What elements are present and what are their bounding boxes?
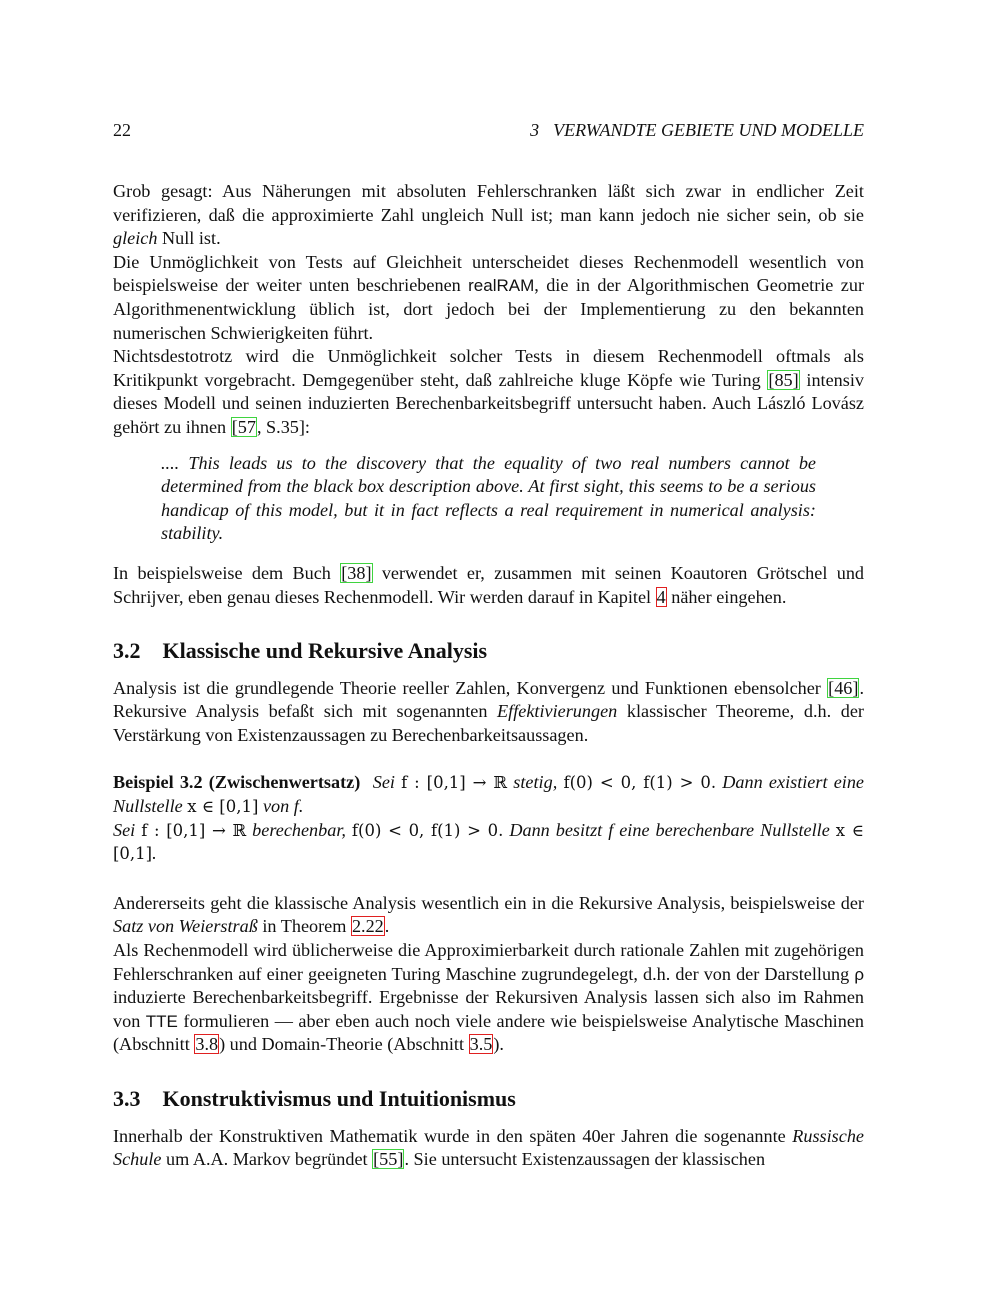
text: . Sie untersucht Existenzaussagen der klassischen	[404, 1149, 766, 1170]
math: f(0) < 0, f(1) > 0.	[351, 820, 504, 840]
chapter-number: 3	[530, 120, 540, 140]
text: Null ist.	[157, 228, 221, 249]
citation-link[interactable]: [38]	[341, 562, 372, 583]
page-body	[113, 180, 864, 1172]
block-quote: .... This leads us to the discovery that the equality of two real numbers cannot be determined from the black box description above. At first sight, this seems to be a serious handicap of this model, but it in fact reflects a real requirement in numerical analysis: stability.	[161, 452, 816, 544]
paragraph-8	[113, 1125, 864, 1172]
text: . Rekursive Analysis befaßt sich mit sogenannten	[113, 677, 864, 722]
text: stetig,	[507, 772, 564, 793]
math: f : [0,1] → ℝ	[141, 820, 247, 840]
chapter-title: VERWANDTE GEBIETE UND MODELLE	[553, 120, 864, 140]
text: Analysis ist die grundlegende Theorie reeller Zahlen, Konvergenz und Funktionen ebensolcher	[113, 677, 828, 698]
rho-symbol: ρ	[854, 964, 864, 984]
paragraph-5	[113, 677, 864, 748]
page-number: 22	[113, 120, 131, 140]
section-ref-link[interactable]: 3.8	[195, 1034, 219, 1055]
chapter-ref-link[interactable]: 4	[656, 586, 666, 607]
text: formulieren — aber eben auch noch viele andere wie beispielsweise Analytische Maschinen (Abschnitt	[113, 1010, 864, 1055]
text: induzierte Berechenbarkeitsbegriff. Ergebnisse der Rekursiven Analysis lassen sich also im Rahmen von	[113, 987, 864, 1031]
math: f	[293, 796, 299, 817]
text: .	[152, 843, 157, 864]
section-title: Klassische und Rekursive Analysis	[162, 638, 488, 664]
section-heading	[113, 1087, 864, 1111]
text: .	[384, 916, 390, 937]
text: Die Unmöglichkeit von Tests auf Gleichheit unterscheidet dieses Rechenmodell wesentlich von beispielsweise der weiter unten beschriebenen	[113, 251, 864, 296]
tte-label: TTE	[145, 1011, 178, 1031]
text: Nichtsdestotrotz wird die Unmöglichkeit solcher Tests in diesem Rechenmodell oftmals als Kritikpunkt vorgebracht. Demgegenüber steht, daß zahlreiche kluge Köpfe wie Turing	[113, 346, 864, 390]
example-block	[113, 771, 864, 865]
text: um A.A. Markov begründet	[161, 1149, 373, 1170]
citation-link[interactable]: [85]	[768, 369, 799, 390]
text: verwendet er, zusammen mit seinen Koautoren Grötschel und Schrijver, eben genau dieses Rechenmodell. Wir werden darauf in Kapitel	[113, 562, 865, 607]
running-head	[530, 120, 864, 141]
citation-link[interactable]: [46]	[828, 677, 859, 698]
section-heading	[113, 639, 864, 663]
text: intensiv dieses Modell und seinen induzierten Berechenbarkeitsbegriff untersucht haben. Auch László Lovász gehört zu ihnen	[113, 369, 864, 437]
example-line-2	[113, 820, 864, 864]
paragraph-1	[113, 180, 864, 251]
paragraph-7	[113, 939, 864, 1057]
text: eine berechenbare Nullstelle	[613, 819, 836, 840]
math: f	[608, 819, 614, 840]
citation-link[interactable]: [55]	[373, 1149, 404, 1170]
math: f : [0,1] → ℝ	[401, 773, 508, 793]
section-title: Konstruktivismus und Intuitionismus	[162, 1086, 516, 1111]
paragraph-2	[113, 251, 864, 345]
text: , S.35]:	[256, 416, 310, 437]
section-ref-link[interactable]: 3.5	[469, 1034, 493, 1055]
emphasis: Effektivierungen	[497, 701, 618, 722]
text: , die in der Algorithmischen Geometrie zur Algorithmenentwicklung üblich ist, dort jedoch bei der Implementierung zu den bekannten numerischen Schwierigkeiten führt.	[113, 275, 864, 343]
text: näher eingehen.	[666, 586, 787, 607]
text: Dann existiert eine Nullstelle	[113, 772, 865, 817]
math: f(0) < 0, f(1) > 0.	[563, 773, 717, 793]
text: Andererseits geht die klassische Analysis wesentlich ein in die Rekursive Analysis, beispielsweise der	[113, 892, 864, 913]
text: klassischer Theoreme, d.h. der Verstärkung von Existenzaussagen zu Berechenbarkeitsaussagen.	[113, 701, 864, 745]
paragraph-6	[113, 892, 864, 939]
text: Als Rechenmodell wird üblicherweise die Approximierbarkeit durch rationale Zahlen mit zugehörigen Fehlerschranken auf einer geeigneten Turing Maschine zugrundegelegt, d.h. der von der Darstellung	[113, 940, 864, 984]
text: .	[298, 796, 304, 817]
text: Innerhalb der Konstruktiven Mathematik wurde in den späten 40er Jahren die sogenannte	[113, 1125, 793, 1146]
text: In beispielsweise dem Buch	[113, 562, 341, 583]
text: in Theorem	[257, 916, 351, 937]
theorem-ref-link[interactable]: 2.22	[351, 916, 384, 937]
emphasis: Russische Schule	[113, 1125, 864, 1170]
text: ) und Domain-Theorie (Abschnitt	[219, 1034, 469, 1055]
text: Dann besitzt	[503, 819, 609, 840]
text: von	[258, 796, 294, 817]
model-name: realRAM	[468, 276, 535, 296]
section-number: 3.3	[113, 1086, 141, 1111]
text: Sei	[113, 819, 142, 840]
text: berechenbar,	[246, 819, 352, 840]
text: Sei	[372, 772, 402, 793]
section-number: 3.2	[113, 638, 141, 664]
paragraph-4	[113, 562, 864, 609]
text: Grob gesagt: Aus Näherungen mit absoluten Fehlerschranken läßt sich zwar in endlicher Zeit verifizieren, daß die approximierte Zahl ungleich Null ist; man kann jedoch nie sicher sein, ob sie	[113, 181, 864, 225]
example-heading: Beispiel 3.2 (Zwischenwertsatz)	[113, 772, 361, 793]
paragraph-3	[113, 345, 864, 439]
citation-link[interactable]: [57	[231, 416, 256, 437]
math: x ∈ [0,1]	[187, 797, 259, 817]
text: ).	[493, 1034, 504, 1055]
emphasis: Satz von Weierstraß	[113, 916, 258, 937]
emphasis: gleich	[113, 228, 158, 249]
math: x ∈ [0,1]	[113, 820, 864, 864]
